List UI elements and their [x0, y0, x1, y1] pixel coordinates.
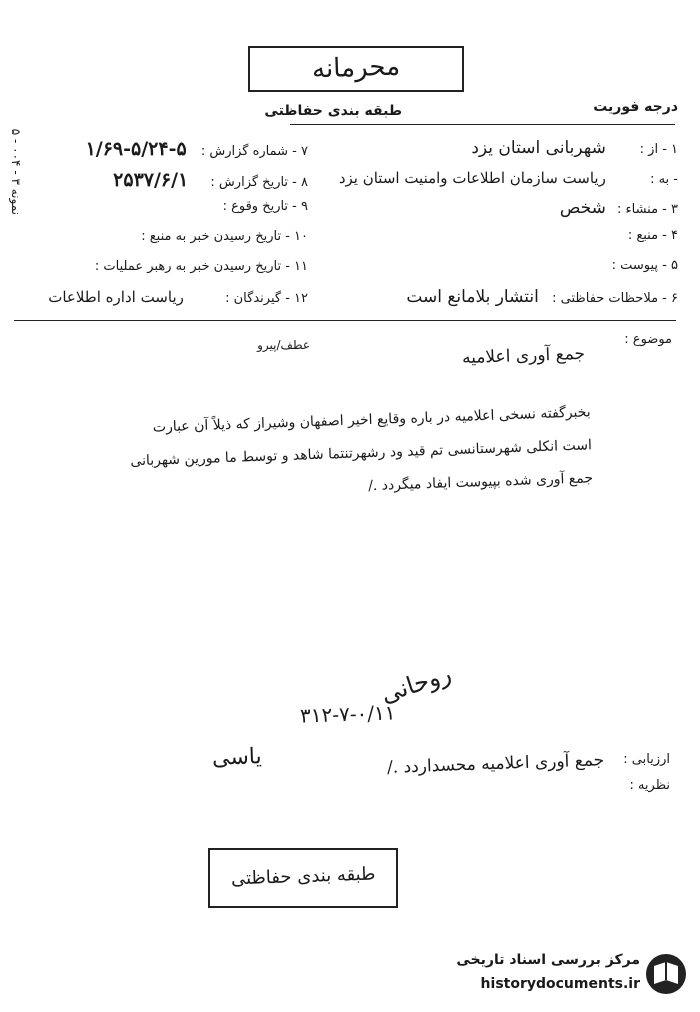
body-line-1: بخبرگفته نسخی اعلامیه در باره وقایع اخیر اصفهان وشیراز که ذیلاً آن عبارت — [152, 404, 591, 436]
watermark — [420, 950, 690, 1000]
watermark-title: مرکز بررسی اسناد تاریخی — [456, 952, 640, 968]
field-report-date: ۸ - تاریخ گزارش : ۲۵۳۷/۶/۱ — [113, 169, 308, 191]
handwritten-date: ۳۱۲-۷-۰/۱۱ — [299, 700, 396, 728]
subject-reference: عطف/پیرو — [257, 338, 310, 352]
field-operations-date: ۱۱ - تاریخ رسیدن خبر به رهبر عملیات : — [94, 259, 308, 274]
handwritten-note: روحانی — [377, 659, 455, 709]
field-attachment: ۵ - پیوست : — [611, 258, 678, 273]
header-divider — [290, 124, 675, 125]
field-origin: ۳ - منشاء : شخص — [559, 198, 678, 218]
bottom-stamp-text: طبقه بندی حفاظتی — [230, 863, 376, 890]
classification-label: طبقه بندی حفاظتی — [264, 103, 402, 119]
field-security-notes: ۶ - ملاحظات حفاظتی : انتشار بلامانع است — [406, 287, 678, 307]
evaluation-value: جمع آوری اعلامیه محسداردد ./ — [386, 750, 605, 778]
watermark-url: historydocuments.ir — [480, 976, 640, 992]
urgency-label: درجه فوریت — [593, 99, 678, 115]
body-line-2: است انکلی شهرستانسی تم قید ود رشهرتنتما شاهد و توسط ما مورین شهربانی — [130, 437, 593, 470]
field-occurrence-date: ۹ - تاریخ وقوع : — [222, 199, 308, 214]
opinion-label: نظریه : — [629, 778, 670, 793]
subject-label: موضوع : — [624, 332, 672, 347]
subject-value: جمع آوری اعلامیه — [461, 343, 586, 369]
field-report-number: ۷ - شماره گزارش : ۵-۵/۲۴-۱/۶۹ — [85, 138, 308, 160]
fields-divider — [14, 320, 676, 321]
field-from: ۱ - از : شهربانی استان یزد — [471, 138, 678, 158]
field-to: - به : ریاست سازمان اطلاعات وامنیت استان یزد — [338, 169, 678, 187]
body-line-3: جمع آوری شده بپیوست ایفاد میگردد ./ — [367, 470, 594, 495]
report-body — [90, 396, 593, 512]
field-source: ۴ - منبع : — [627, 228, 678, 243]
form-number: نمونه ۳ - ۰۰۴ - ۵ — [9, 128, 23, 215]
field-source-date: ۱۰ - تاریخ رسیدن خبر به منبع : — [141, 229, 308, 244]
watermark-logo-icon — [644, 952, 688, 996]
bottom-stamp — [208, 848, 398, 908]
handwritten-signature: یاسی — [211, 744, 263, 771]
evaluation-label: ارزیابی : — [623, 752, 670, 767]
classification-stamp-text: محرمانه — [311, 51, 401, 85]
field-recipients: ۱۲ - گیرندگان : ریاست اداره اطلاعات — [48, 288, 308, 306]
classification-stamp — [248, 46, 464, 92]
